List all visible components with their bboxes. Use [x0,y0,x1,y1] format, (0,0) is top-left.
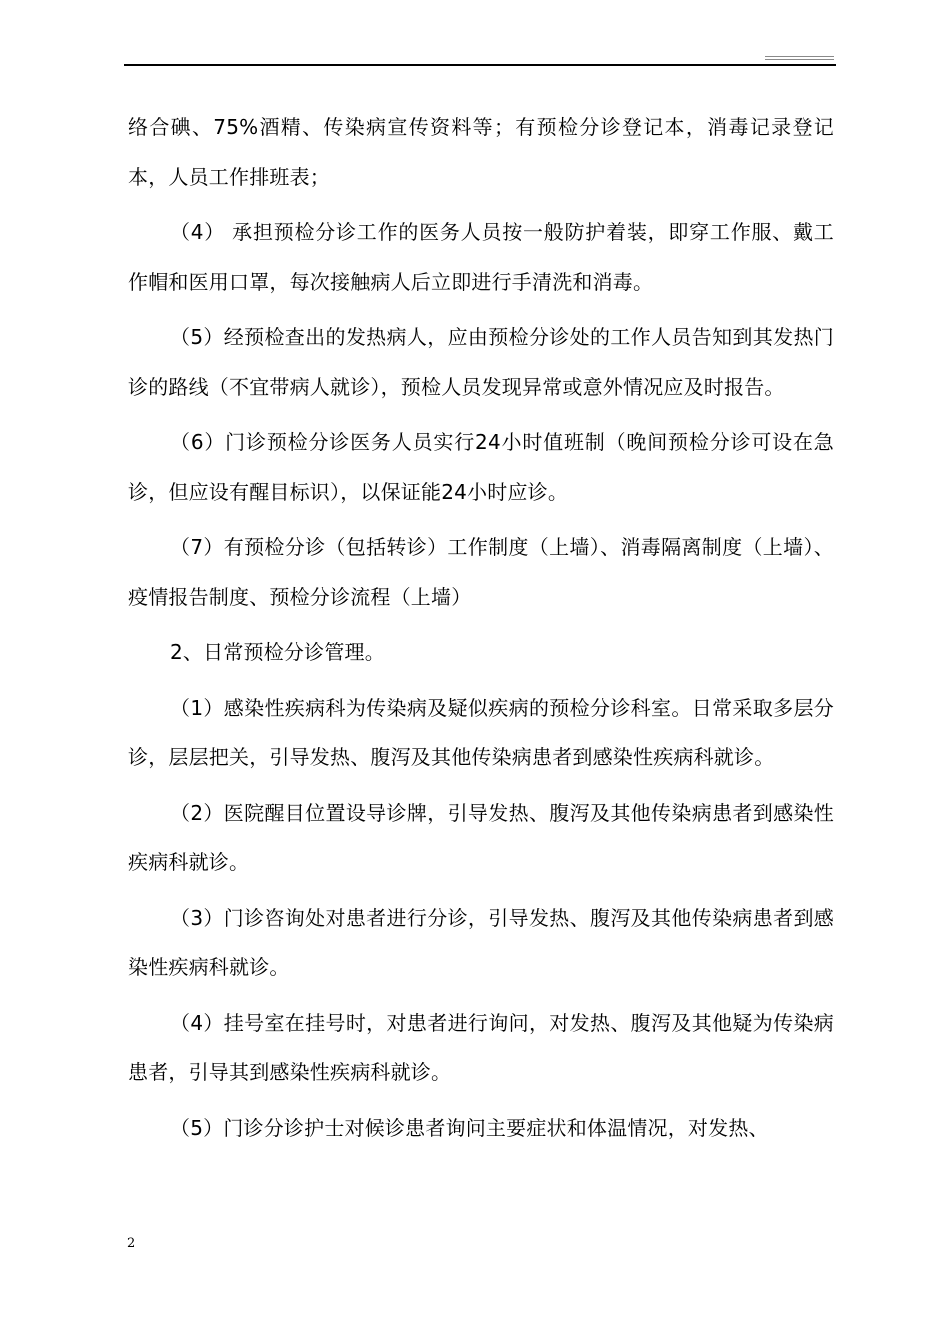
paragraph-9: （3）门诊咨询处对患者进行分诊，引导发热、腹泻及其他传染病患者到感染性疾病科就诊。 [128,905,834,979]
paragraph-5: （7）有预检分诊（包括转诊）工作制度（上墙）、消毒隔离制度（上墙）、疫情报告制度、预检分诊流程（上墙） [128,535,834,609]
header-rule [124,64,836,66]
paragraph-3: （5）经预检查出的发热病人，应由预检分诊处的工作人员告知到其发热门诊的路线（不宜带病人就诊），预检人员发现异常或意外情况应及时报告。 [128,325,834,399]
header-mark [765,56,834,60]
paragraph-7: （1）感染性疾病科为传染病及疑似疾病的预检分诊科室。日常采取多层分诊，层层把关，引导发热、腹泻及其他传染病患者到感染性疾病科就诊。 [128,695,834,769]
paragraph-11: （5）门诊分诊护士对候诊患者询问主要症状和体温情况，对发热、 [170,1115,769,1140]
paragraph-1: 络合碘、75%酒精、传染病宣传资料等；有预检分诊登记本，消毒记录登记本，人员工作排班表； [128,115,834,189]
section-heading: 2、日常预检分诊管理。 [170,640,385,664]
paragraph-8: （2）医院醒目位置设导诊牌，引导发热、腹泻及其他传染病患者到感染性疾病科就诊。 [128,800,834,874]
paragraph-4: （6）门诊预检分诊医务人员实行24小时值班制（晚间预检分诊可设在急诊，但应设有醒目标识），以保证能24小时应诊。 [128,430,834,504]
paragraph-10: （4）挂号室在挂号时，对患者进行询问，对发热、腹泻及其他疑为传染病患者，引导其到感染性疾病科就诊。 [128,1010,834,1084]
page-number: 2 [127,1236,136,1251]
paragraph-2: （4） 承担预检分诊工作的医务人员按一般防护着装，即穿工作服、戴工作帽和医用口罩，每次接触病人后立即进行手清洗和消毒。 [128,220,834,294]
document-body [128,103,834,1159]
